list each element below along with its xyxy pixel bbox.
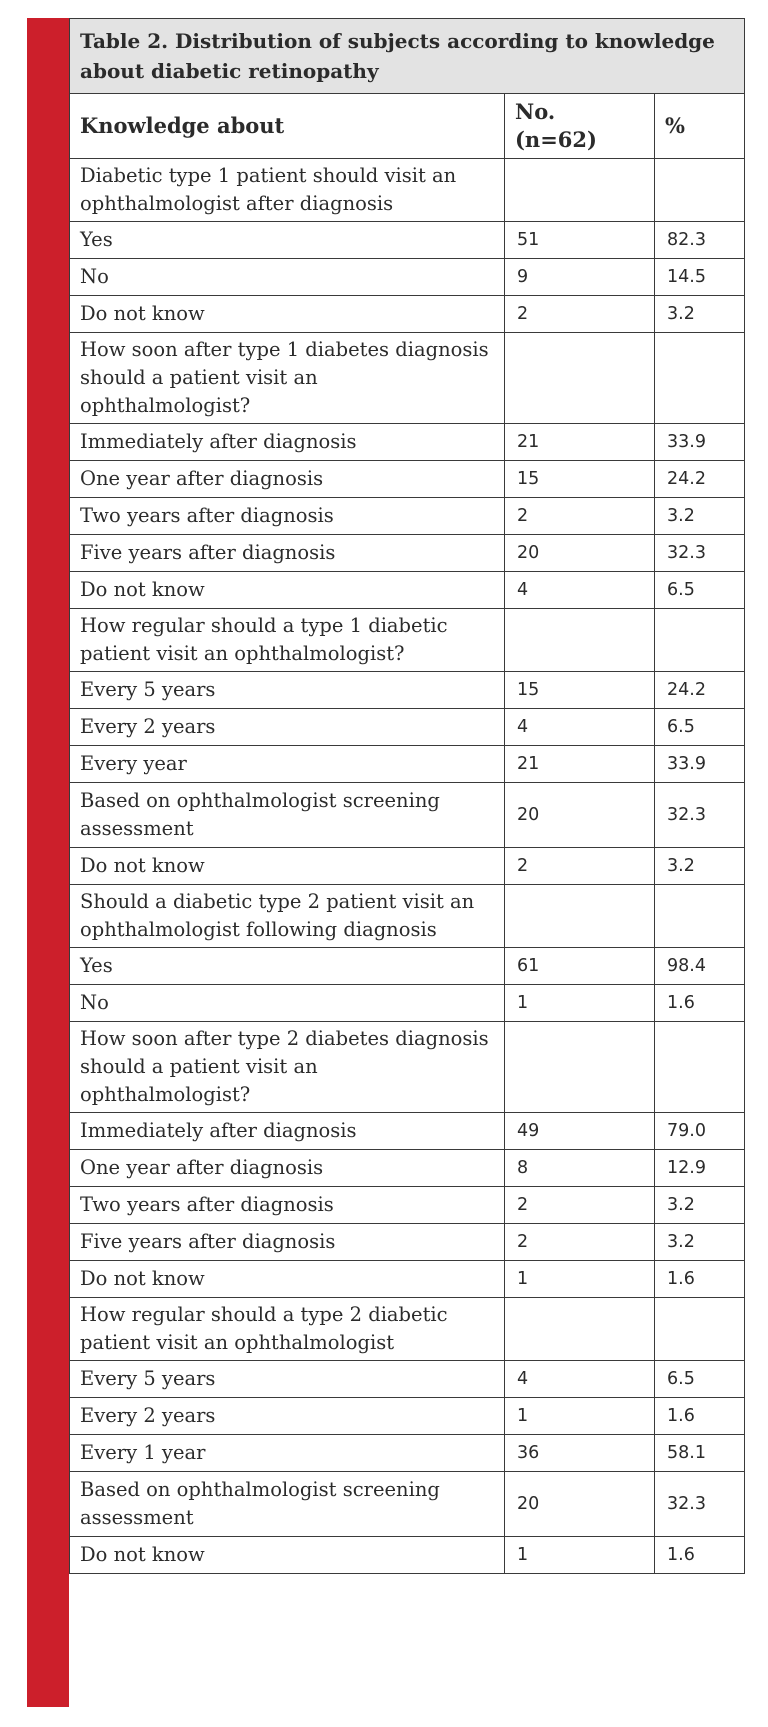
count-cell: 1 — [505, 1398, 655, 1435]
answer-row — [70, 1398, 745, 1435]
answer-row — [70, 1472, 745, 1537]
count-cell-empty — [505, 609, 655, 672]
answer-label: Do not know — [70, 848, 505, 885]
answer-row — [70, 1150, 745, 1187]
knowledge-table — [69, 18, 745, 1574]
percent-cell: 6.5 — [655, 1361, 745, 1398]
question-row — [70, 159, 745, 222]
answer-label: One year after diagnosis — [70, 461, 505, 498]
percent-cell: 82.3 — [655, 222, 745, 259]
answer-row — [70, 1187, 745, 1224]
percent-cell: 33.9 — [655, 746, 745, 783]
count-cell: 1 — [505, 1261, 655, 1298]
count-cell: 4 — [505, 709, 655, 746]
answer-row — [70, 848, 745, 885]
percent-cell: 6.5 — [655, 709, 745, 746]
answer-label: Based on ophthalmologist screening assessment — [70, 1472, 505, 1537]
count-cell: 4 — [505, 1361, 655, 1398]
answer-label: Five years after diagnosis — [70, 1224, 505, 1261]
count-cell-empty — [505, 1022, 655, 1113]
question-text: How soon after type 2 diabetes diagnosis should a patient visit an ophthalmologist? — [70, 1022, 505, 1113]
answer-row — [70, 672, 745, 709]
percent-cell: 24.2 — [655, 461, 745, 498]
percent-cell: 1.6 — [655, 1537, 745, 1574]
column-header-count: No. (n=62) — [505, 94, 655, 159]
percent-cell: 1.6 — [655, 1261, 745, 1298]
answer-label: Every year — [70, 746, 505, 783]
answer-row — [70, 461, 745, 498]
column-header-knowledge: Knowledge about — [70, 94, 505, 159]
answer-label: Every 5 years — [70, 1361, 505, 1398]
answer-label: Do not know — [70, 296, 505, 333]
table-caption-row — [70, 19, 745, 94]
table-caption: Table 2. Distribution of subjects according to knowledge about diabetic retinopathy — [70, 19, 745, 94]
answer-row — [70, 498, 745, 535]
percent-cell: 12.9 — [655, 1150, 745, 1187]
answer-label: Two years after diagnosis — [70, 1187, 505, 1224]
answer-label: One year after diagnosis — [70, 1150, 505, 1187]
count-cell: 1 — [505, 1537, 655, 1574]
percent-cell: 1.6 — [655, 985, 745, 1022]
percent-cell: 3.2 — [655, 1224, 745, 1261]
answer-label: Every 5 years — [70, 672, 505, 709]
percent-cell: 33.9 — [655, 424, 745, 461]
question-text: How soon after type 1 diabetes diagnosis should a patient visit an ophthalmologist? — [70, 333, 505, 424]
count-cell: 2 — [505, 1224, 655, 1261]
table-body — [70, 159, 745, 1574]
count-cell-empty — [505, 159, 655, 222]
count-cell: 36 — [505, 1435, 655, 1472]
answer-row — [70, 1361, 745, 1398]
answer-row — [70, 572, 745, 609]
count-cell: 9 — [505, 259, 655, 296]
percent-cell-empty — [655, 609, 745, 672]
percent-cell: 14.5 — [655, 259, 745, 296]
question-row — [70, 1022, 745, 1113]
answer-label: Do not know — [70, 572, 505, 609]
answer-label: Immediately after diagnosis — [70, 424, 505, 461]
answer-row — [70, 222, 745, 259]
percent-cell: 3.2 — [655, 296, 745, 333]
count-cell-empty — [505, 333, 655, 424]
percent-cell: 3.2 — [655, 1187, 745, 1224]
answer-row — [70, 746, 745, 783]
percent-cell: 32.3 — [655, 1472, 745, 1537]
count-cell: 2 — [505, 498, 655, 535]
question-text: How regular should a type 2 diabetic patient visit an ophthalmologist — [70, 1298, 505, 1361]
answer-label: Based on ophthalmologist screening assessment — [70, 783, 505, 848]
count-cell-empty — [505, 1298, 655, 1361]
table-header-row — [70, 94, 745, 159]
answer-row — [70, 1113, 745, 1150]
count-cell: 2 — [505, 848, 655, 885]
percent-cell-empty — [655, 333, 745, 424]
answer-row — [70, 296, 745, 333]
count-cell: 61 — [505, 948, 655, 985]
count-cell: 8 — [505, 1150, 655, 1187]
percent-cell-empty — [655, 1298, 745, 1361]
answer-label: Every 2 years — [70, 709, 505, 746]
question-text: How regular should a type 1 diabetic patient visit an ophthalmologist? — [70, 609, 505, 672]
answer-row — [70, 535, 745, 572]
percent-cell-empty — [655, 1022, 745, 1113]
percent-cell: 24.2 — [655, 672, 745, 709]
answer-label: Every 2 years — [70, 1398, 505, 1435]
percent-cell: 79.0 — [655, 1113, 745, 1150]
count-cell: 15 — [505, 461, 655, 498]
count-cell: 2 — [505, 296, 655, 333]
answer-label: Do not know — [70, 1537, 505, 1574]
count-cell-empty — [505, 885, 655, 948]
left-accent-bar — [27, 18, 69, 1707]
question-row — [70, 885, 745, 948]
answer-label: No — [70, 259, 505, 296]
answer-row — [70, 783, 745, 848]
count-cell: 1 — [505, 985, 655, 1022]
column-header-percent: % — [655, 94, 745, 159]
answer-row — [70, 709, 745, 746]
percent-cell-empty — [655, 159, 745, 222]
answer-label: Two years after diagnosis — [70, 498, 505, 535]
percent-cell: 6.5 — [655, 572, 745, 609]
count-cell: 20 — [505, 783, 655, 848]
count-cell: 4 — [505, 572, 655, 609]
count-cell: 21 — [505, 746, 655, 783]
count-cell: 20 — [505, 535, 655, 572]
answer-label: Yes — [70, 222, 505, 259]
percent-cell: 32.3 — [655, 535, 745, 572]
answer-label: Do not know — [70, 1261, 505, 1298]
question-text: Should a diabetic type 2 patient visit an ophthalmologist following diagnosis — [70, 885, 505, 948]
answer-label: No — [70, 985, 505, 1022]
answer-row — [70, 948, 745, 985]
percent-cell: 58.1 — [655, 1435, 745, 1472]
answer-label: Every 1 year — [70, 1435, 505, 1472]
answer-label: Five years after diagnosis — [70, 535, 505, 572]
question-row — [70, 609, 745, 672]
count-cell: 15 — [505, 672, 655, 709]
percent-cell: 32.3 — [655, 783, 745, 848]
answer-row — [70, 259, 745, 296]
count-cell: 21 — [505, 424, 655, 461]
percent-cell: 3.2 — [655, 848, 745, 885]
answer-row — [70, 1435, 745, 1472]
percent-cell: 1.6 — [655, 1398, 745, 1435]
answer-row — [70, 1261, 745, 1298]
percent-cell: 3.2 — [655, 498, 745, 535]
percent-cell-empty — [655, 885, 745, 948]
answer-row — [70, 1224, 745, 1261]
question-row — [70, 1298, 745, 1361]
count-cell: 2 — [505, 1187, 655, 1224]
count-cell: 49 — [505, 1113, 655, 1150]
question-text: Diabetic type 1 patient should visit an ophthalmologist after diagnosis — [70, 159, 505, 222]
percent-cell: 98.4 — [655, 948, 745, 985]
answer-row — [70, 985, 745, 1022]
count-cell: 51 — [505, 222, 655, 259]
answer-label: Immediately after diagnosis — [70, 1113, 505, 1150]
answer-label: Yes — [70, 948, 505, 985]
table-container — [69, 18, 744, 1574]
answer-row — [70, 1537, 745, 1574]
answer-row — [70, 424, 745, 461]
count-cell: 20 — [505, 1472, 655, 1537]
question-row — [70, 333, 745, 424]
